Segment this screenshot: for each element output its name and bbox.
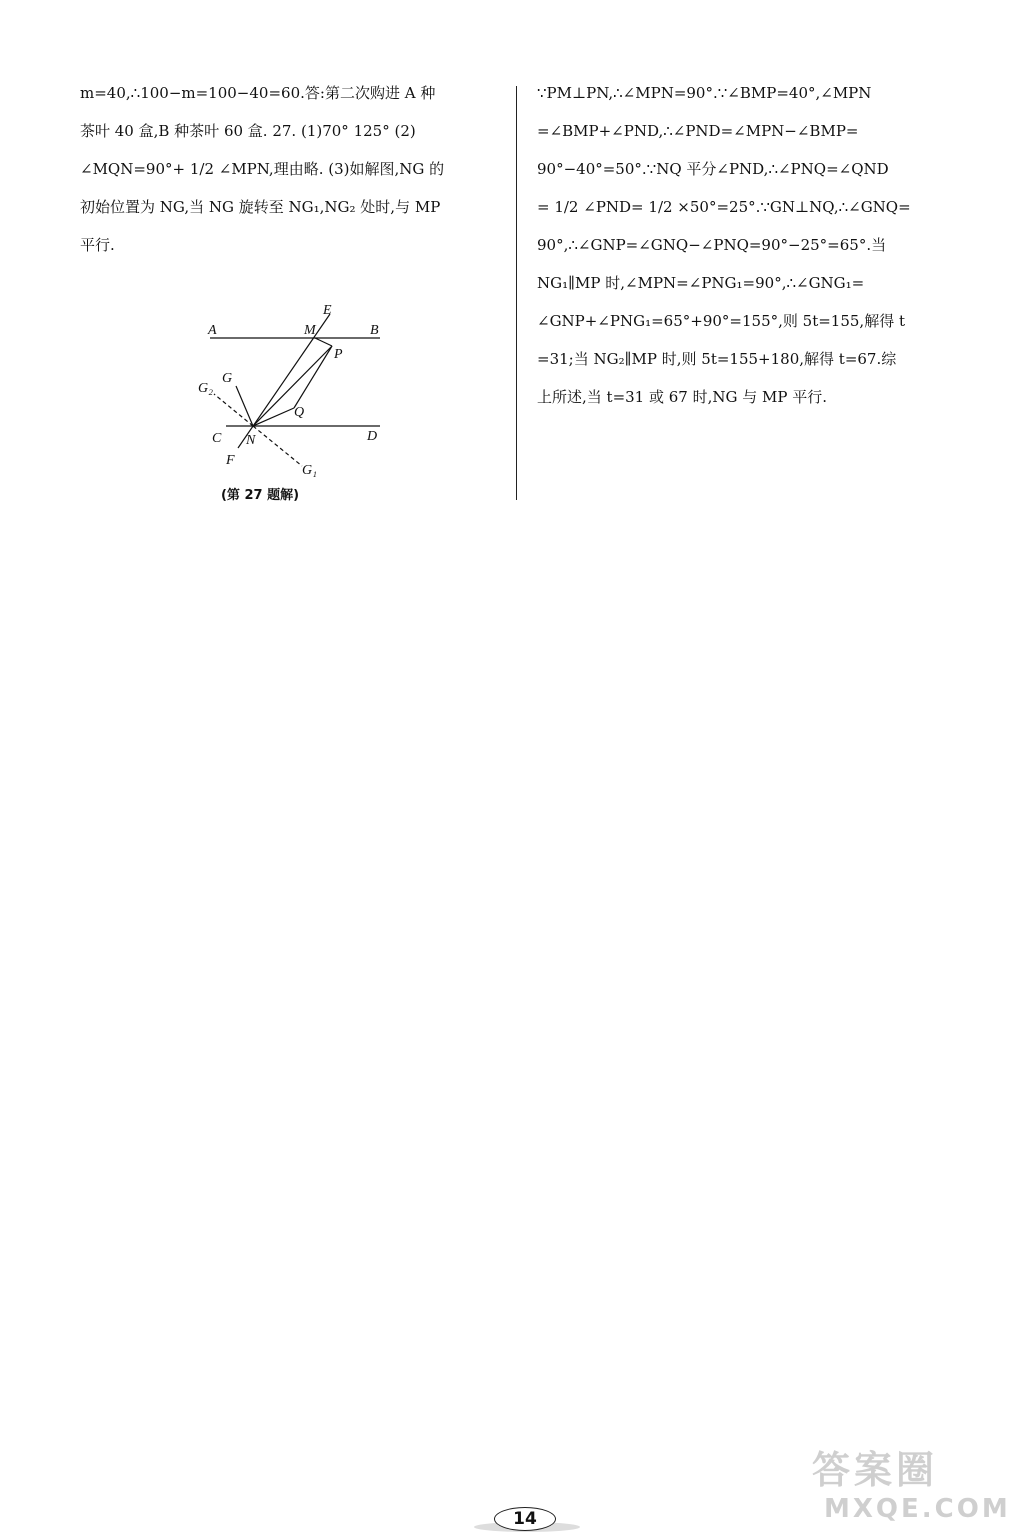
geometry-figure: [190, 296, 400, 481]
label-d: D: [367, 429, 378, 444]
column-divider: [516, 86, 517, 500]
text-line: =∠BMP+∠PND,∴∠PND=∠MPN−∠BMP=: [537, 122, 859, 140]
label-n: N: [246, 433, 256, 448]
watermark-logo-text: 答案圈: [812, 1448, 939, 1492]
label-m: M: [304, 323, 316, 338]
label-c: C: [212, 431, 222, 446]
watermark: [812, 1446, 1011, 1528]
page-number-badge: [474, 1504, 584, 1532]
text-line: 茶叶 40 盒,B 种茶叶 60 盒. 27. (1)70° 125° (2): [80, 122, 416, 140]
text-line: m=40,∴100−m=100−40=60.答:第二次购进 A 种: [80, 84, 436, 102]
segment-ng: [236, 386, 253, 426]
label-a: A: [208, 323, 217, 338]
right-column: [537, 74, 957, 416]
watermark-url: MXQE.COM: [824, 1494, 1011, 1524]
text-line: 上所述,当 t=31 或 67 时,NG 与 MP 平行.: [537, 388, 828, 406]
page-number: 14: [494, 1507, 556, 1531]
segment-pn: [253, 346, 332, 426]
line-ef: [238, 314, 330, 448]
label-g1: G₁: [302, 463, 317, 478]
label-g: G: [222, 371, 233, 386]
text-line: 初始位置为 NG,当 NG 旋转至 NG₁,NG₂ 处时,与 MP: [80, 198, 441, 216]
text-line: ∵PM⊥PN,∴∠MPN=90°.∵∠BMP=40°,∠MPN: [537, 84, 872, 102]
text-line: ∠MQN=90°+ 1/2 ∠MPN,理由略. (3)如解图,NG 的: [80, 160, 445, 178]
segment-pq: [294, 346, 332, 408]
figure-caption: (第 27 题解): [220, 488, 300, 503]
text-line: 90°,∴∠GNP=∠GNQ−∠PNQ=90°−25°=65°.当: [537, 236, 887, 254]
text-line: NG₁∥MP 时,∠MPN=∠PNG₁=90°,∴∠GNG₁=: [537, 274, 865, 292]
text-line: ∠GNP+∠PNG₁=65°+90°=155°,则 5t=155,解得 t: [537, 312, 905, 330]
label-g2: G₂: [198, 381, 213, 396]
label-p: P: [334, 347, 343, 362]
segment-ng1: [253, 426, 302, 466]
text-line: =31;当 NG₂∥MP 时,则 5t=155+180,解得 t=67.综: [537, 350, 897, 368]
label-b: B: [370, 323, 379, 338]
text-line: = 1/2 ∠PND= 1/2 ×50°=25°.∵GN⊥NQ,∴∠GNQ=: [537, 198, 911, 216]
text-line: 平行.: [80, 236, 115, 254]
left-column: [80, 74, 500, 264]
segment-mp: [315, 338, 332, 346]
text-line: 90°−40°=50°.∵NQ 平分∠PND,∴∠PNQ=∠QND: [537, 160, 889, 178]
segment-ng2: [214, 394, 253, 426]
label-f: F: [226, 453, 235, 468]
label-e: E: [323, 303, 332, 318]
label-q: Q: [294, 405, 305, 420]
